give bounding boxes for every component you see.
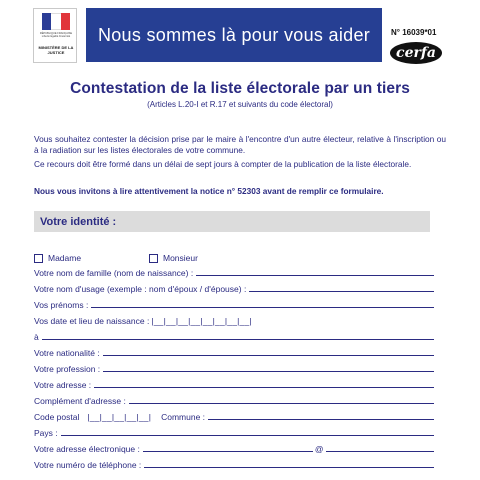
- intro-paragraph-2: Ce recours doit être formé dans un délai de sept jours à compter de la publication de la liste électorale.: [34, 159, 412, 169]
- field-code-postal-commune: [34, 410, 434, 422]
- profession-label: Votre profession :: [34, 364, 101, 374]
- nom-usage-input[interactable]: [249, 291, 434, 292]
- monsieur-option[interactable]: [149, 253, 198, 263]
- date-lieu-label: Vos date et lieu de naissance :: [34, 316, 150, 326]
- nom-usage-label: Votre nom d'usage (exemple : nom d'époux / d'épouse) :: [34, 284, 247, 294]
- republique-text: RÉPUBLIQUE FRANÇAISE Liberté Égalité Fraternité: [39, 32, 73, 39]
- commune-input[interactable]: [208, 419, 434, 420]
- telephone-label: Votre numéro de téléphone :: [34, 460, 142, 470]
- banner-text: Nous sommes là pour vous aider: [97, 24, 371, 45]
- field-complement: [34, 394, 434, 406]
- field-nationalite: [34, 346, 434, 358]
- adresse-label: Votre adresse :: [34, 380, 92, 390]
- field-nom-usage: [34, 282, 434, 294]
- nom-famille-input[interactable]: [196, 275, 434, 276]
- email-label: Votre adresse électronique :: [34, 444, 140, 454]
- code-postal-label: Code postal: [34, 412, 80, 422]
- field-prenoms: [34, 298, 434, 310]
- field-pays: [34, 426, 434, 438]
- section-title: Votre identité :: [40, 215, 117, 228]
- code-postal-input[interactable]: |__|__|__|__|__|: [87, 412, 152, 422]
- madame-option[interactable]: [34, 253, 81, 263]
- nationalite-label: Votre nationalité :: [34, 348, 100, 358]
- field-email: [34, 442, 434, 454]
- adresse-input[interactable]: [94, 387, 434, 388]
- field-profession: [34, 362, 434, 374]
- complement-input[interactable]: [129, 403, 434, 404]
- page-subtitle: (Articles L.20-I et R.17 et suivants du code électoral): [147, 100, 333, 109]
- complement-label: Complément d'adresse :: [34, 396, 126, 406]
- cerfa-number: N° 16039*01: [391, 28, 437, 37]
- prenoms-input[interactable]: [91, 307, 434, 308]
- cerfa-logo: cerfa: [390, 42, 442, 64]
- nom-famille-label: Votre nom de famille (nom de naissance) :: [34, 268, 194, 278]
- intro-notice: Nous vous invitons à lire attentivement la notice n° 52303 avant de remplir ce formulaire.: [34, 186, 384, 196]
- a-label: à: [34, 332, 39, 342]
- pays-label: Pays :: [34, 428, 58, 438]
- ministere-label: MINISTÈRE DE LA JUSTICE: [38, 45, 74, 55]
- field-nom-famille: [34, 266, 434, 278]
- birth-date-input[interactable]: |__|__|__|__|__|__|__|__|: [151, 316, 252, 326]
- commune-label: Commune :: [161, 412, 206, 422]
- intro-paragraph-1: Vous souhaitez contester la décision prise par le maire à l'encontre d'un autre électeur, relative à l'inscription ou à la radiation sur les listes électorales de votre commune.: [34, 134, 446, 155]
- profession-input[interactable]: [103, 371, 434, 372]
- madame-label: Madame: [48, 253, 82, 263]
- at-sign: @: [314, 444, 324, 454]
- nationalite-input[interactable]: [103, 355, 434, 356]
- field-lieu-naissance: [34, 330, 434, 342]
- ministry-logo: [33, 8, 77, 63]
- email-user-input[interactable]: [143, 451, 313, 452]
- header-banner: [86, 8, 382, 62]
- section-header-identite: [34, 211, 430, 232]
- field-adresse: [34, 378, 434, 390]
- monsieur-label: Monsieur: [163, 253, 198, 263]
- email-domain-input[interactable]: [326, 451, 434, 452]
- field-telephone: [34, 458, 434, 470]
- marianne-flag-icon: [42, 13, 70, 30]
- pays-input[interactable]: [61, 435, 434, 436]
- field-date-lieu: [34, 314, 434, 326]
- monsieur-checkbox[interactable]: [149, 254, 158, 263]
- birth-place-input[interactable]: [42, 339, 434, 340]
- civility-group: [34, 253, 334, 265]
- prenoms-label: Vos prénoms :: [34, 300, 89, 310]
- page-title: Contestation de la liste électorale par un tiers: [70, 80, 410, 97]
- telephone-input[interactable]: [144, 467, 434, 468]
- madame-checkbox[interactable]: [34, 254, 43, 263]
